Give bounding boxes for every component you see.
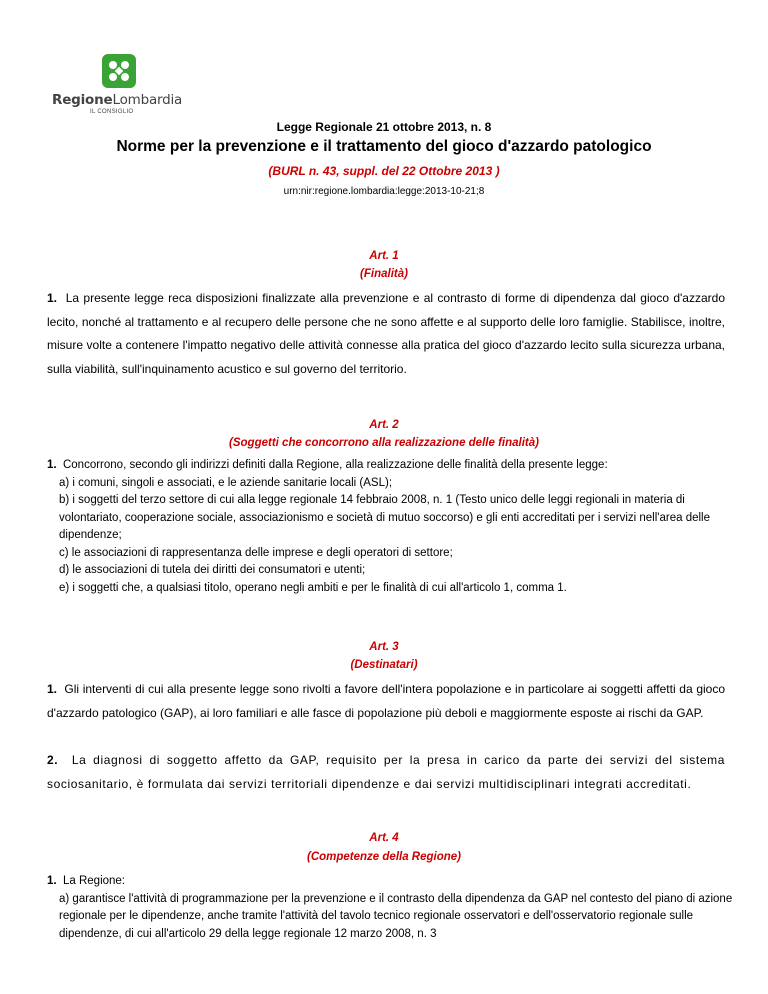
paragraph-number: 1. xyxy=(47,459,57,471)
paragraph-text: Gli interventi di cui alla presente legge sono rivolti a favore dell'intera popolazione e in particolare ai soggetti affetti da gioco d'azzardo patologico (GAP), ai loro familiari e alle fasce di popolazione più deboli e maggiormente esposte ai rischi da GAP. xyxy=(47,682,726,720)
article-number: Art. 3 xyxy=(369,641,399,653)
article-heading: (Soggetti che concorrono alla realizzazione delle finalità) xyxy=(229,437,539,449)
article-number: Art. 4 xyxy=(369,832,399,844)
article-number: Art. 2 xyxy=(369,419,399,431)
logo-subtitle: IL CONSIGLIO xyxy=(90,109,134,115)
regione-lombardia-logo-icon xyxy=(102,54,136,88)
article-paragraph xyxy=(47,873,737,891)
paragraph-text: La diagnosi di soggetto affetto da GAP, requisito per la presa in carico da parte dei servizi del sistema sociosanitario, è formulata dai servizi territoriali dipendenze e dai servizi multidisciplinari integrati accreditati. xyxy=(47,753,725,791)
logo xyxy=(52,54,192,115)
law-title: Norme per la prevenzione e il trattamento del gioco d'azzardo patologico xyxy=(116,138,652,155)
article-paragraph xyxy=(47,749,725,796)
law-reference: Legge Regionale 21 ottobre 2013, n. 8 xyxy=(276,120,492,134)
paragraph-number: 1. xyxy=(47,875,57,887)
paragraph-number: 1. xyxy=(47,682,58,696)
paragraph-text: La presente legge reca disposizioni finalizzate alla prevenzione e al contrasto di forme di dipendenza dal gioco d'azzardo lecito, nonché al trattamento e al recupero delle persone che ne sono affette e al supporto delle loro famiglie. Stabilisce, inoltre, misure volte a contenere l'impatto negativo delle attività connesse alla pratica del gioco d'azzardo lecito sulla sicurezza urbana, sulla viabilità, sull'inquinamento acustico e sul governo del territorio. xyxy=(47,291,725,376)
article-body xyxy=(47,457,737,597)
urn-identifier: urn:nir:regione.lombardia:legge:2013-10-21;8 xyxy=(283,186,485,197)
paragraph-text: Concorrono, secondo gli indirizzi definiti dalla Regione, alla realizzazione delle finalità della presente legge: xyxy=(62,459,608,471)
list-item: b) i soggetti del terzo settore di cui alla legge regionale 14 febbraio 2008, n. 1 (Testo unico delle leggi regionali in materia di volontariato, cooperazione sociale, associazionismo e società di mutuo soccorso) e gli enti accreditati per i servizi nell'area delle dipendenze; xyxy=(59,494,710,541)
list-item: a) garantisce l'attività di programmazione per la prevenzione e il contrasto della dipendenza da GAP nel contesto del piano di azione regionale per le dipendenze, anche tramite l'attività del tavolo tecnico regionale osservatori e dell'osservatorio regionale sulle dipendenze, di cui all'articolo 29 della legge regionale 12 marzo 2008, n. 3 xyxy=(59,892,733,940)
logo-text: RegioneLombardia xyxy=(52,92,183,108)
paragraph-text: La Regione: xyxy=(62,875,126,887)
article-number: Art. 1 xyxy=(369,250,399,262)
paragraph-number: 2. xyxy=(47,753,59,767)
article-heading: (Destinatari) xyxy=(350,659,418,671)
burl-reference: (BURL n. 43, suppl. del 22 Ottobre 2013 ) xyxy=(268,164,500,178)
article-paragraph xyxy=(47,287,725,381)
list-item: a) i comuni, singoli e associati, e le aziende sanitarie locali (ASL); xyxy=(59,476,393,489)
article-heading: (Finalità) xyxy=(360,268,408,280)
paragraph-number: 1. xyxy=(47,291,58,305)
list-item: c) le associazioni di rappresentanza delle imprese e degli operatori di settore; xyxy=(59,546,453,559)
article-paragraph xyxy=(47,678,725,725)
article-heading: (Competenze della Regione) xyxy=(307,851,461,863)
list-item: d) le associazioni di tutela dei diritti dei consumatori e utenti; xyxy=(59,564,366,576)
list-item: e) i soggetti che, a qualsiasi titolo, operano negli ambiti e per le finalità di cui all'articolo 1, comma 1. xyxy=(59,581,567,594)
article-paragraph xyxy=(47,457,737,475)
article-body xyxy=(47,873,737,943)
